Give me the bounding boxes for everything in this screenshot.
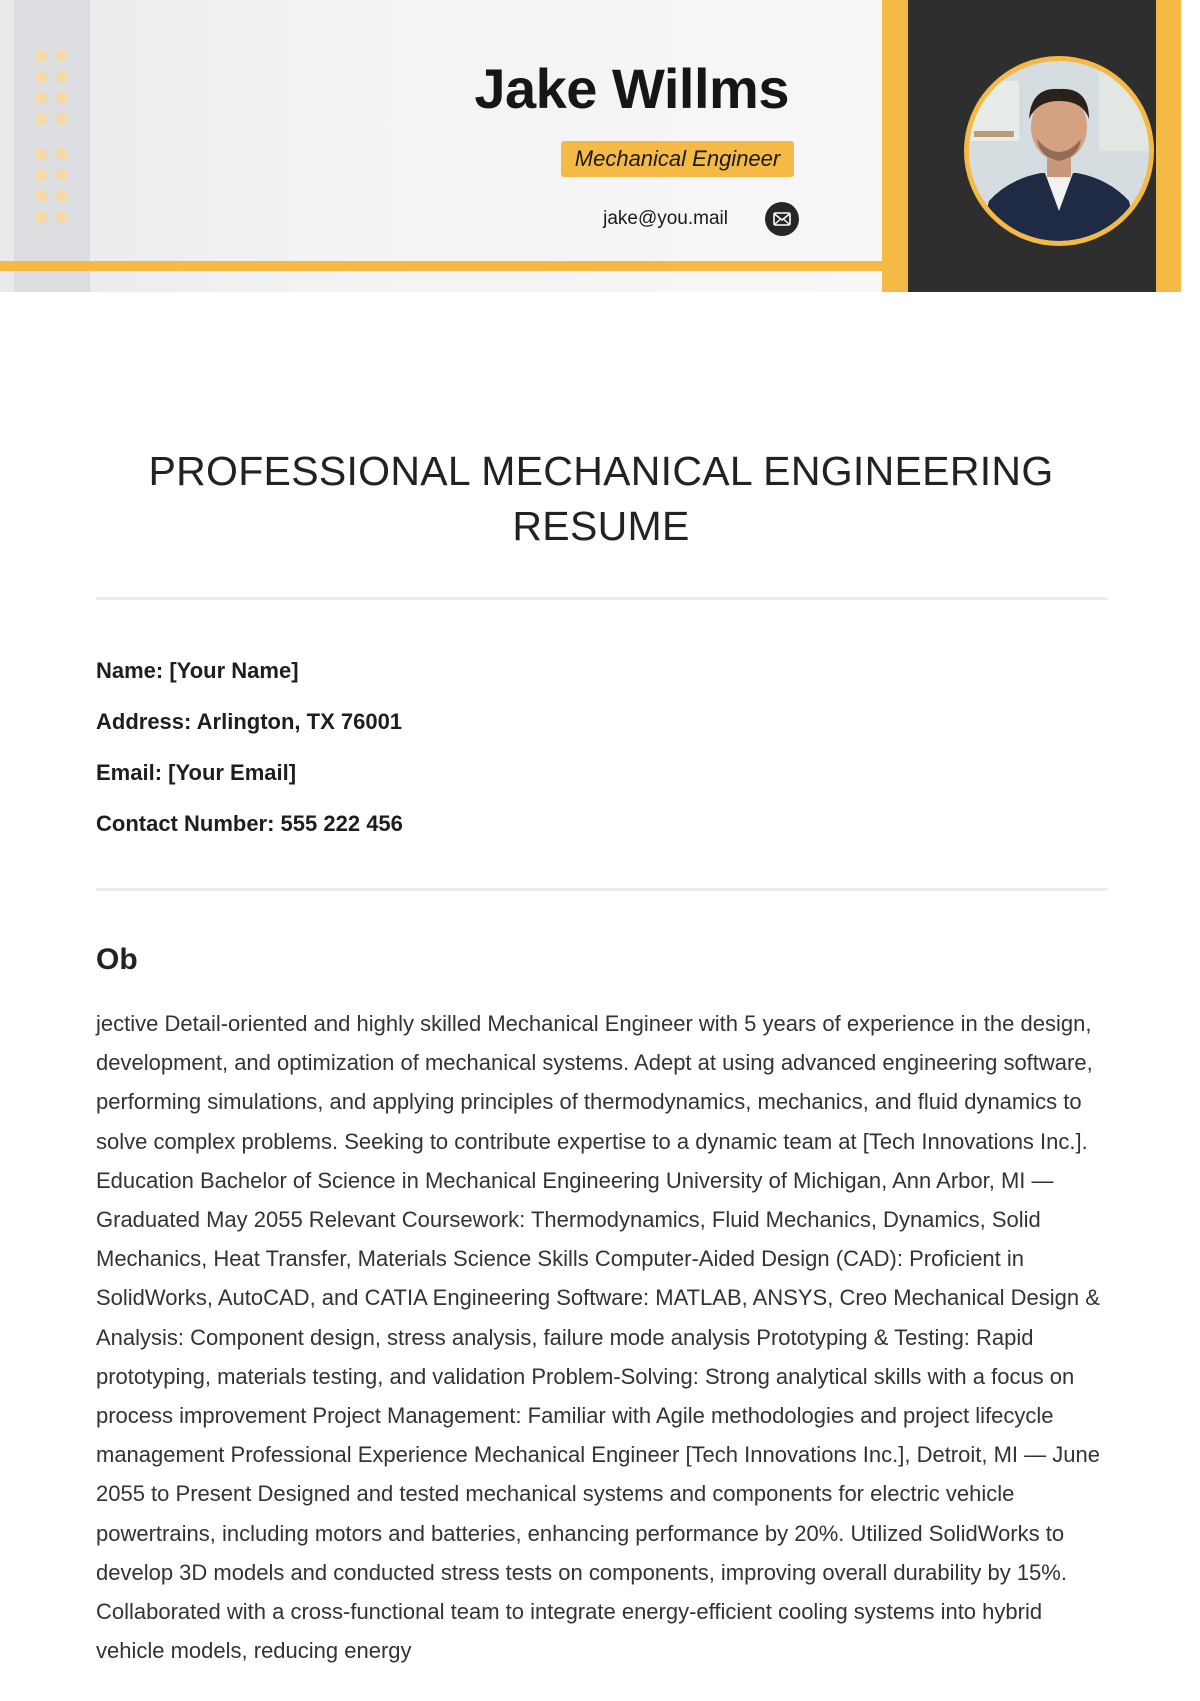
- mail-icon[interactable]: [765, 202, 799, 236]
- header-email[interactable]: jake@you.mail: [603, 208, 728, 229]
- person-name: Jake Willms: [474, 57, 789, 120]
- accent-line: [0, 261, 882, 271]
- document-title: [96, 444, 1106, 554]
- photo-panel: [882, 0, 1181, 292]
- role-label: Mechanical Engineer: [574, 146, 781, 171]
- document-title-line-1: PROFESSIONAL MECHANICAL ENGINEERING: [148, 448, 1054, 494]
- document-title-line-2: RESUME: [512, 503, 690, 549]
- profile-photo: [964, 56, 1154, 246]
- role-badge: [561, 141, 794, 177]
- contact-name: Name: [Your Name]: [96, 658, 299, 683]
- contact-info: [96, 653, 1106, 857]
- contact-phone: Contact Number: 555 222 456: [96, 811, 403, 836]
- objective-text: jective Detail-oriented and highly skilled Mechanical Engineer with 5 years of experience in the design, development, and optimization of mechanical systems. Adept at using advanced engineering software, performing simulations, and applying principles of thermodynamics, mechanics, and fluid dynamics to solve complex problems. Seeking to contribute expertise to a dynamic team at [Tech Innovations Inc.]. Education Bachelor of Science in Mechanical Engineering University of Michigan, Ann Arbor, MI — Graduated May 2055 Relevant Coursework: Thermodynamics, Fluid Mechanics, Dynamics, Solid Mechanics, Heat Transfer, Materials Science Skills Computer-Aided Design (CAD): Proficient in SolidWorks, AutoCAD, and CATIA Engineering Software: MATLAB, ANSYS, Creo Mechanical Design & Analysis: Component design, stress analysis, failure mode analysis Prototyping & Testing: Rapid prototyping, materials testing, and validation Problem-Solving: Strong analytical skills with a focus on process improvement Project Management: Familiar with Agile methodologies and project lifecycle management Professional Experience Mechanical Engineer [Tech Innovations Inc.], Detroit, MI — June 2055 to Present Designed and tested mechanical systems and components for electric vehicle powertrains, including motors and batteries, enhancing performance by 20%. Utilized SolidWorks to develop 3D models and conducted stress tests on components, improving overall durability by 15%. Collaborated with a cross-functional team to integrate energy-efficient cooling systems into hybrid vehicle models, reducing energy: [96, 1011, 1100, 1664]
- decorative-strip: [14, 0, 90, 292]
- contact-address: Address: Arlington, TX 76001: [96, 709, 403, 734]
- divider-top: [96, 597, 1108, 600]
- photo-panel-dark: [908, 0, 1156, 292]
- objective-heading: Ob: [96, 943, 138, 976]
- header-banner: [0, 0, 1181, 292]
- divider-middle: [96, 888, 1108, 891]
- contact-email: Email: [Your Email]: [96, 760, 297, 785]
